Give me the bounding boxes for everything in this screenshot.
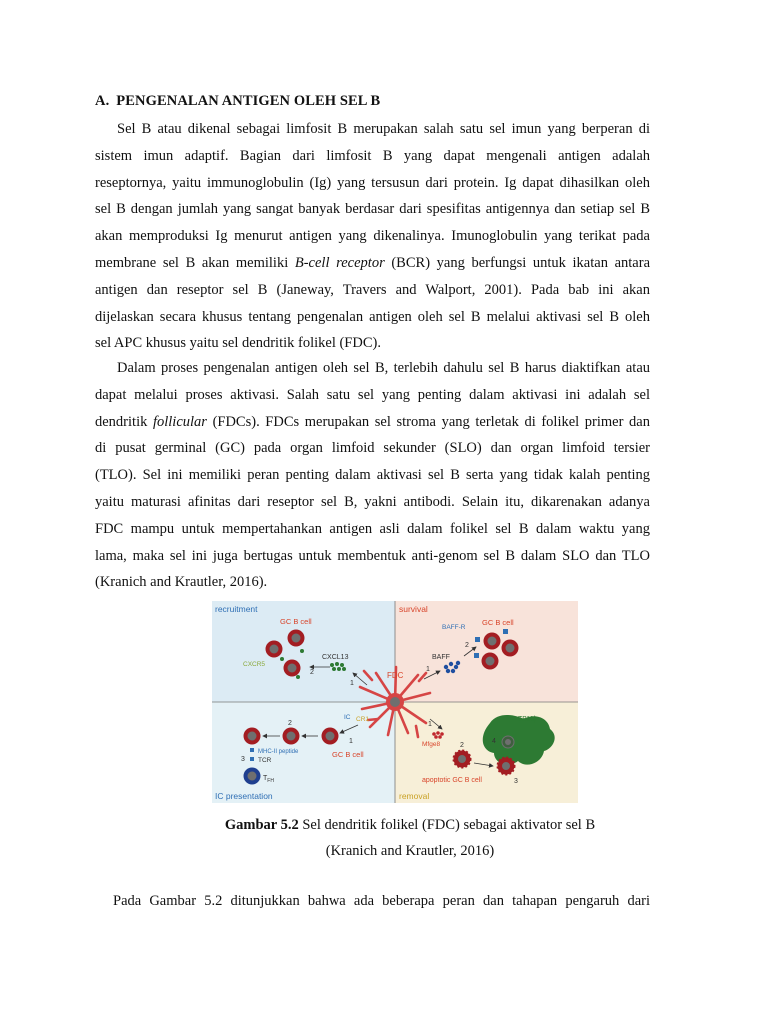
label-ic-presentation: IC presentation bbox=[215, 791, 273, 801]
italic-term: B-cell receptor bbox=[294, 254, 385, 271]
text-run: dendritik bbox=[95, 413, 153, 430]
caption-label: Gambar 5.2 bbox=[224, 817, 299, 833]
text-line: dijelaskan secara khusus tentang pengenalan antigen oleh sel B melalui aktivasi sel B oleh bbox=[95, 308, 650, 325]
caption-line bbox=[150, 812, 670, 838]
step-number: 2 bbox=[465, 642, 469, 649]
label-cxcr5: CXCR5 bbox=[243, 661, 266, 668]
section-title: PENGENALAN ANTIGEN OLEH SEL B bbox=[116, 93, 381, 109]
paragraph-2 bbox=[95, 355, 650, 596]
step-number: 1 bbox=[426, 666, 430, 673]
text-run: (FDCs). FDCs merupakan sel stroma yang terletak di folikel primer dan bbox=[206, 413, 650, 430]
text-line: sistem imun adaptif. Bagian dari limfosit B yang dapat mengenali antigen adalah bbox=[95, 147, 650, 164]
b-cell bbox=[502, 640, 519, 657]
label-tfh: $T_{FH}$ bbox=[263, 775, 274, 784]
section-number: A. bbox=[95, 93, 110, 109]
text-line: dapat melalui proses aktivasi. Salah satu sel yang penting dalam aktivasi ini adalah sel bbox=[95, 386, 650, 403]
text-line bbox=[95, 409, 650, 436]
b-cell bbox=[322, 728, 339, 745]
label-gc-b-cell: GC B cell bbox=[280, 617, 312, 626]
apoptotic-cell bbox=[454, 751, 471, 768]
label-tbm: TBMϕ bbox=[518, 716, 537, 723]
quadrant-survival bbox=[395, 601, 578, 702]
text-run: (BCR) yang berfungsi untuk ikatan antara bbox=[384, 254, 651, 271]
section-heading bbox=[95, 93, 380, 110]
step-number: 1 bbox=[428, 721, 432, 728]
text-line: (TLO). Sel ini memiliki peran penting dalam aktivasi sel B serta yang tidak kalah penting bbox=[95, 467, 650, 484]
label-gc-b-cell-survival: GC B cell bbox=[482, 618, 514, 627]
text-line: antigen dan reseptor sel B (Janeway, Travers and Walport, 2001). Pada bab ini akan bbox=[95, 281, 650, 298]
paragraph-1 bbox=[95, 116, 650, 357]
text-line: (Kranich and Krautler, 2016). bbox=[95, 574, 268, 591]
text-line: di pusat germinal (GC) pada organ limfoid sekunder (SLO) dan organ limfoid tersier bbox=[95, 440, 650, 457]
paragraph-3 bbox=[95, 888, 650, 915]
label-cxcl13: CXCL13 bbox=[322, 654, 349, 661]
step-number: 3 bbox=[514, 778, 518, 785]
step-number: 3 bbox=[241, 756, 245, 763]
engulfed-cell bbox=[502, 736, 514, 748]
fdc-figure bbox=[212, 601, 578, 803]
label-removal: removal bbox=[399, 791, 430, 801]
text-line: yaitu maturasi afinitas dari reseptor sel B, yakni antibodi. Selain itu, dikarenakan adanya bbox=[95, 493, 650, 510]
text-line: sel B dengan jumlah yang sangat banyak berdasar dari spesifitas antigennya dan setiap sel B bbox=[95, 201, 650, 218]
label-recruitment: recruitment bbox=[215, 604, 258, 614]
text-line: akan memproduksi Ig menurut antigen yang dikenalinya. Imunoglobulin yang terikat pada bbox=[95, 228, 650, 245]
text-run: membrane sel B akan memiliki bbox=[95, 254, 295, 271]
label-apoptotic: apoptotic GC B cell bbox=[422, 777, 482, 784]
label-survival: survival bbox=[399, 604, 428, 614]
caption-text: Sel dendritik folikel (FDC) sebagai aktivator sel B bbox=[298, 817, 596, 833]
label-mhc-peptide: MHC-II peptide bbox=[258, 749, 299, 755]
quadrant-removal bbox=[395, 702, 578, 803]
step-number: 4 bbox=[492, 738, 496, 745]
b-cell bbox=[288, 630, 305, 647]
label-gc-b-cell-ic: GC B cell bbox=[332, 750, 364, 759]
text-line: Sel B atau dikenal sebagai limfosit B merupakan salah satu sel imun yang berperan di bbox=[117, 121, 650, 137]
apoptotic-cell bbox=[498, 758, 515, 775]
text-line: FDC mampu untuk mempertahankan antigen asli dalam folikel sel B dalam waktu yang bbox=[95, 520, 650, 537]
step-number: 2 bbox=[310, 669, 314, 676]
label-ic: IC bbox=[344, 714, 351, 721]
step-number: 2 bbox=[288, 720, 292, 727]
step-number: 1 bbox=[349, 738, 353, 745]
b-cell bbox=[482, 653, 499, 670]
label-baff-r: BAFF-R bbox=[442, 624, 466, 631]
caption-citation: (Kranich and Krautler, 2016) bbox=[325, 843, 495, 859]
b-cell bbox=[244, 728, 261, 745]
b-cell bbox=[283, 728, 300, 745]
text-line: Dalam proses pengenalan antigen oleh sel B, terlebih dahulu sel B harus diaktifkan atau bbox=[117, 360, 650, 376]
step-number: 1 bbox=[350, 680, 354, 687]
text-line: lama, maka sel ini juga bertugas untuk membentuk anti-genom sel B dalam SLO dan TLO bbox=[95, 547, 650, 564]
text-line bbox=[95, 250, 650, 277]
b-cell bbox=[484, 633, 501, 650]
b-cell bbox=[266, 641, 283, 658]
label-mfge8: Mfge8 bbox=[422, 741, 441, 748]
label-baff: BAFF bbox=[432, 654, 450, 661]
label-cr1: CR1 bbox=[356, 716, 370, 723]
text-line: reseptornya, yaitu immunoglobulin (Ig) yang tersusun dari protein. Ig dapat dihasilkan oleh bbox=[95, 174, 650, 191]
label-tcr: TCR bbox=[258, 757, 272, 764]
italic-term: follicular bbox=[152, 413, 207, 430]
figure-caption bbox=[150, 812, 670, 864]
label-fdc: FDC bbox=[387, 671, 404, 680]
b-cell bbox=[284, 660, 301, 677]
text-line: Pada Gambar 5.2 ditunjukkan bahwa ada beberapa peran dan tahapan pengaruh dari bbox=[113, 893, 650, 909]
text-line: sel APC khusus yaitu sel dendritik folikel (FDC). bbox=[95, 335, 381, 352]
step-number: 2 bbox=[460, 742, 464, 749]
tfh-cell bbox=[244, 768, 261, 785]
